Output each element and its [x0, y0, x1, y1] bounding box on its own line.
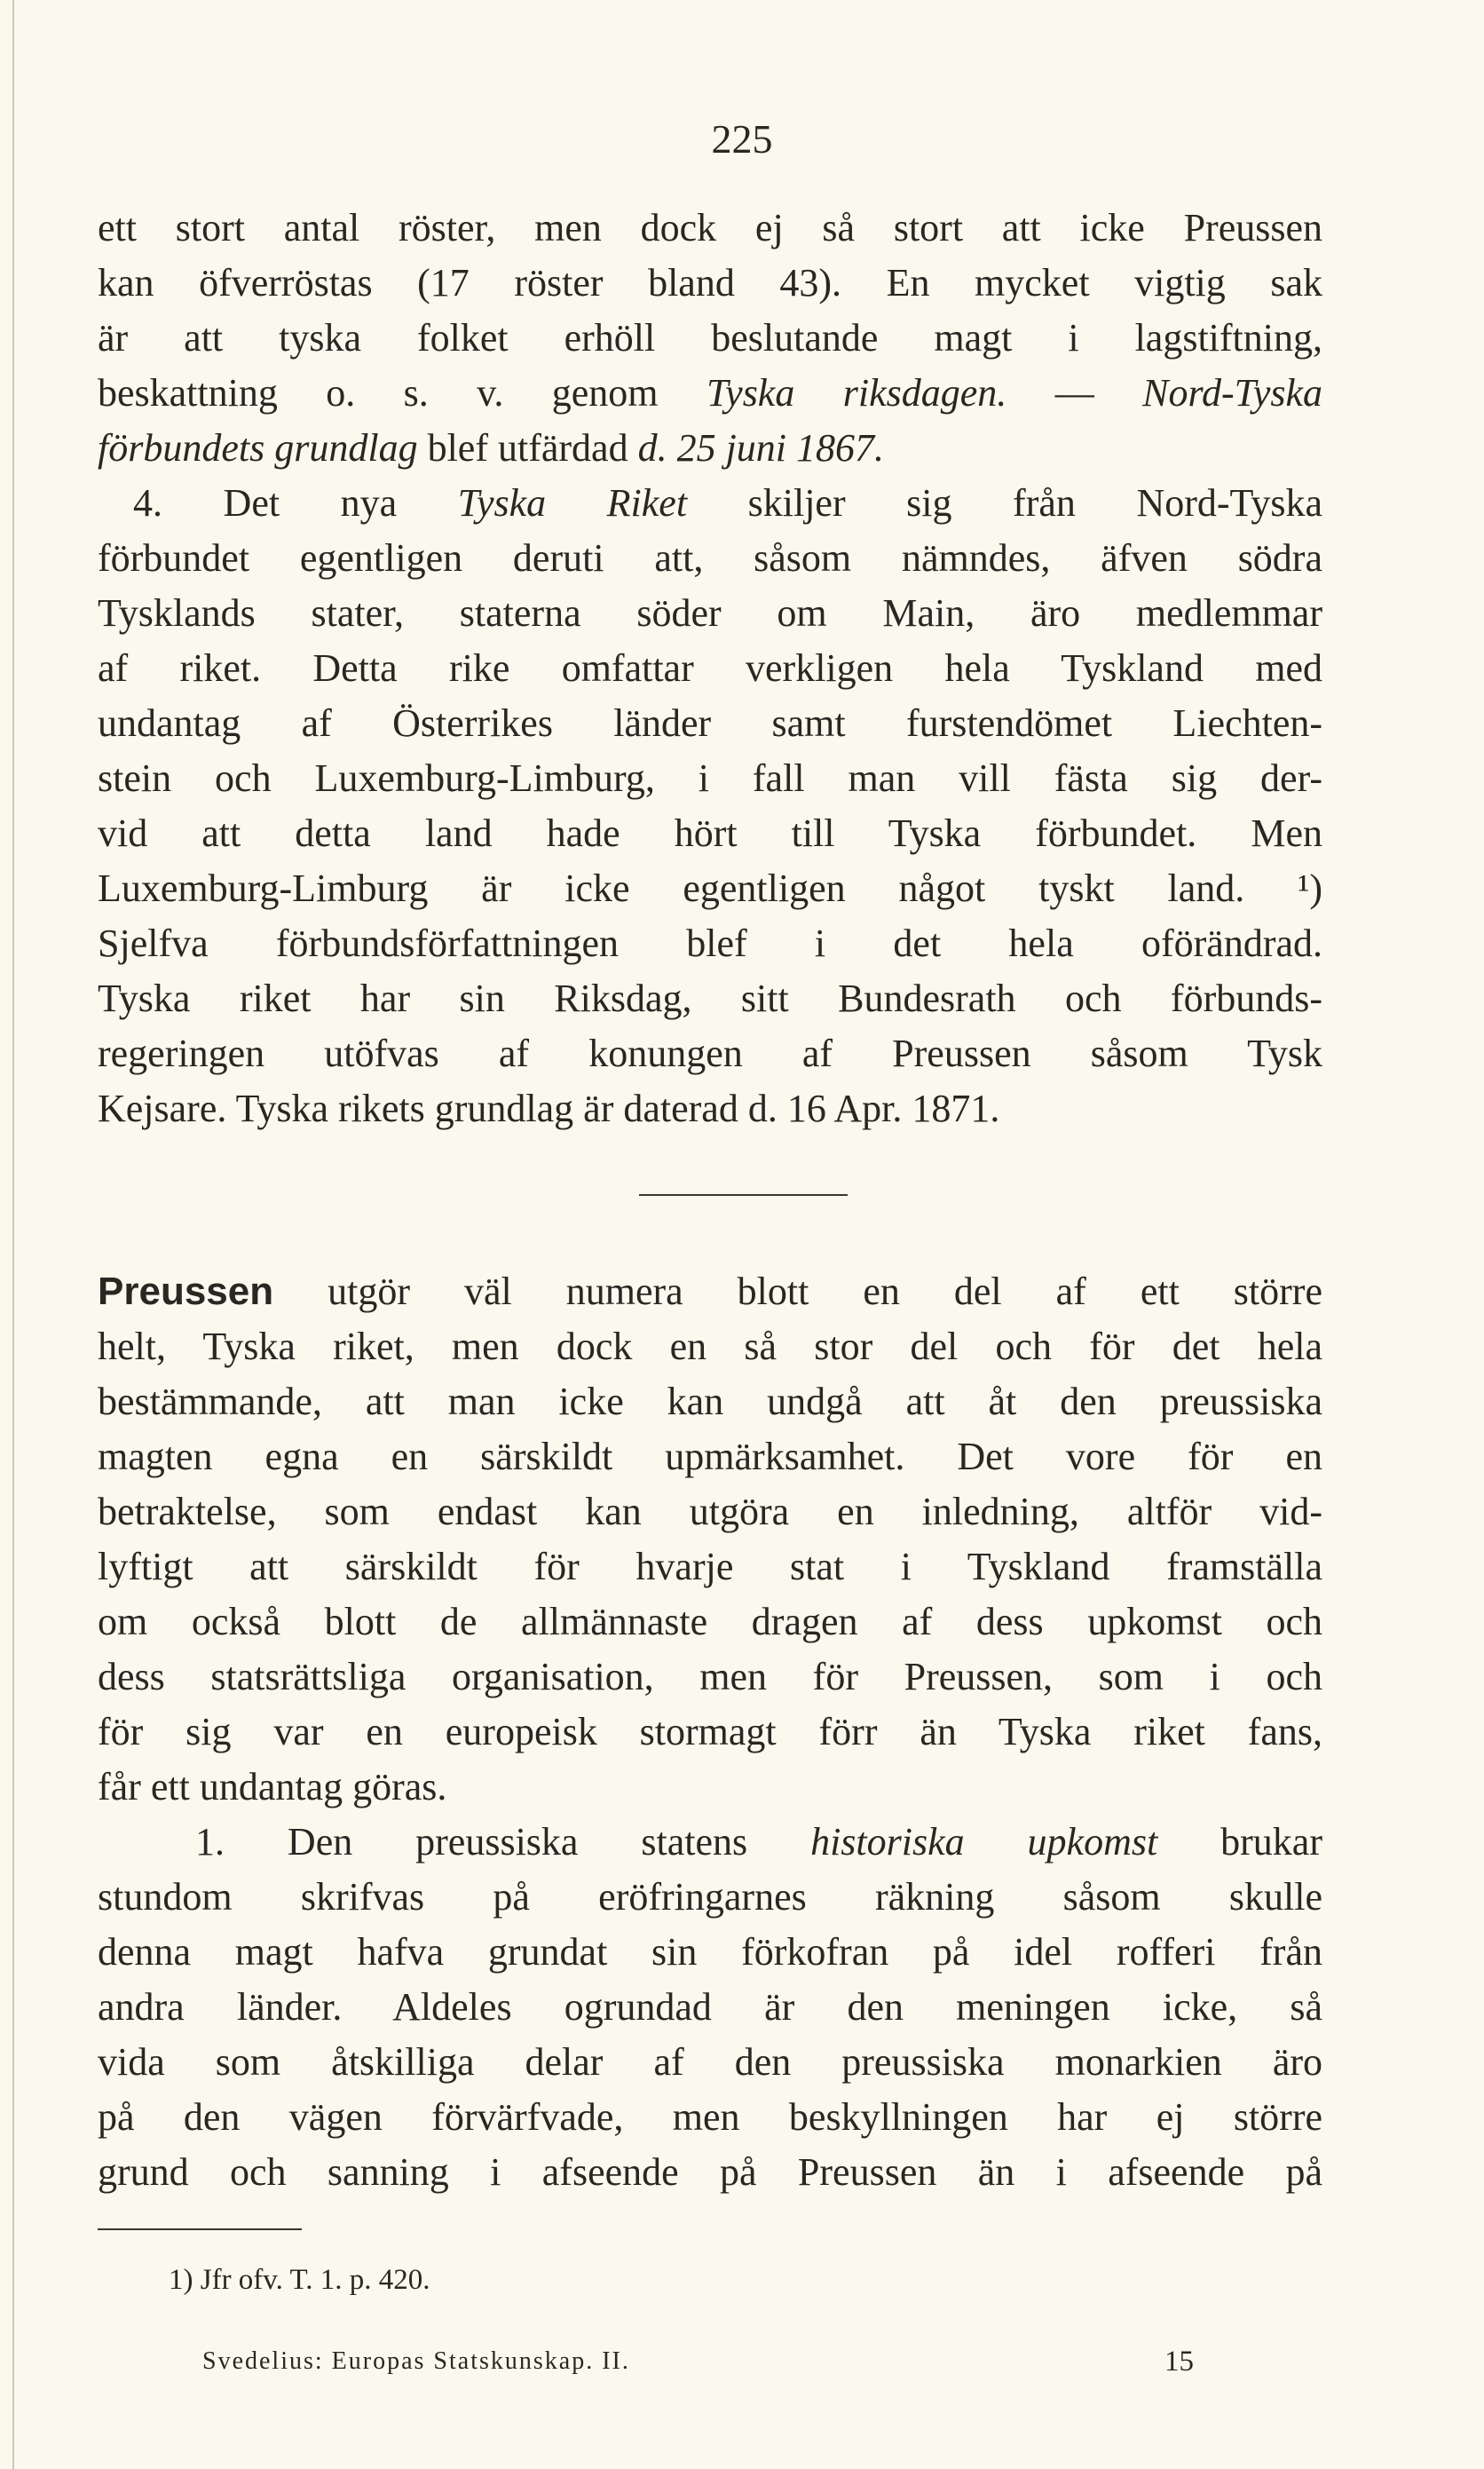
text-line: är att tyska folket erhöll beslutande magt i lagstiftning, — [98, 316, 1322, 360]
italic-term: förbundets grundlag — [98, 426, 418, 470]
text-line: magten egna en särskildt upmärksamhet. Det vore för en — [98, 1435, 1322, 1478]
text-line: helt, Tyska riket, men dock en så stor del och för det hela — [98, 1325, 1322, 1368]
text-line: undantag af Österrikes länder samt furstendömet Liechten- — [98, 701, 1322, 745]
paragraph-tyska-riket — [98, 476, 1322, 1136]
footnote: 1) Jfr ofv. T. 1. p. 420. — [169, 2264, 430, 2296]
text-line: vid att detta land hade hört till Tyska förbundet. Men — [98, 811, 1322, 855]
text-line: andra länder. Aldeles ogrundad är den meningen icke, så — [98, 1985, 1322, 2029]
italic-term: Tyska riksdagen. — [706, 371, 1007, 415]
text-line: förbundets grundlag blef utfärdad d. 25 juni 1867. — [98, 426, 885, 470]
paragraph-preussen — [98, 1264, 1322, 1815]
page-edge-line — [12, 0, 14, 2469]
text-line: regeringen utöfvas af konungen af Preussen såsom Tysk — [98, 1032, 1322, 1075]
text-line: Sjelfva förbundsförfattningen blef i det hela oförändrad. — [98, 922, 1322, 965]
signature-number: 15 — [1164, 2346, 1194, 2378]
text-line: ett stort antal röster, men dock ej så stort att icke Preussen — [98, 206, 1322, 249]
footnote-rule — [98, 2228, 302, 2230]
text-line: 4. Det nya Tyska Riket skiljer sig från Nord-Tyska — [133, 481, 1322, 525]
page-number: 225 — [711, 116, 773, 162]
text-line: bestämmande, att man icke kan undgå att åt den preussiska — [98, 1380, 1322, 1423]
paragraph-continuation — [98, 201, 1322, 476]
text-line: Preussen utgör väl numera blott en del af ett större — [98, 1270, 1322, 1313]
text-line: denna magt hafva grundat sin förkofran på idel rofferi från — [98, 1930, 1322, 1974]
text-line: på den vägen förvärfvade, men beskyllningen har ej större — [98, 2095, 1322, 2139]
text-line: 1. Den preussiska statens historiska upkomst brukar — [195, 1820, 1322, 1864]
italic-term: historiska upkomst — [810, 1820, 1158, 1864]
printer-signature: Svedelius: Europas Statskunskap. II. — [202, 2347, 630, 2375]
text-line: vida som åtskilliga delar af den preussiska monarkien äro — [98, 2040, 1322, 2084]
section-heading: Preussen — [98, 1270, 274, 1313]
text-line: beskattning o. s. v. genom Tyska riksdagen. — Nord-Tyska — [98, 371, 1323, 415]
text-line: af riket. Detta rike omfattar verkligen hela Tyskland med — [98, 646, 1322, 690]
text-line: stundom skrifvas på eröfringarnes räkning såsom skulle — [98, 1875, 1322, 1919]
text-line: grund och sanning i afseende på Preussen än i afseende på — [98, 2150, 1322, 2194]
italic-term: Tyska Riket — [457, 481, 688, 525]
footnote-marker: ¹) — [1298, 867, 1322, 910]
text-line: om också blott de allmännaste dragen af dess upkomst och — [98, 1600, 1322, 1643]
italic-term: Nord-Tyska — [1142, 371, 1323, 415]
text-line: lyftigt att särskildt för hvarje stat i Tyskland framställa — [98, 1545, 1322, 1588]
text-line: får ett undantag göras. — [98, 1765, 447, 1808]
text-line: kan öfverröstas (17 röster bland 43). En mycket vigtig sak — [98, 261, 1322, 305]
text-line: Tyska riket har sin Riksdag, sitt Bundesrath och förbunds- — [98, 977, 1322, 1020]
section-separator — [639, 1194, 848, 1196]
text-line: Kejsare. Tyska rikets grundlag är daterad d. 16 Apr. 1871. — [98, 1087, 1000, 1130]
text-line: Tysklands stater, staterna söder om Main, äro medlemmar — [98, 591, 1322, 635]
text-line: stein och Luxemburg-Limburg, i fall man vill fästa sig der- — [98, 756, 1322, 800]
italic-date: d. 25 juni 1867. — [637, 426, 885, 470]
text-line: förbundet egentligen deruti att, såsom nämndes, äfven södra — [98, 536, 1322, 580]
paragraph-historisk-upkomst — [98, 1815, 1322, 2200]
text-line: för sig var en europeisk stormagt förr än Tyska riket fans, — [98, 1710, 1322, 1753]
text-line: betraktelse, som endast kan utgöra en inledning, altför vid- — [98, 1490, 1322, 1533]
text-line: dess statsrättsliga organisation, men för Preussen, som i och — [98, 1655, 1322, 1698]
text-line: Luxemburg-Limburg är icke egentligen något tyskt land. ¹) — [98, 867, 1322, 910]
